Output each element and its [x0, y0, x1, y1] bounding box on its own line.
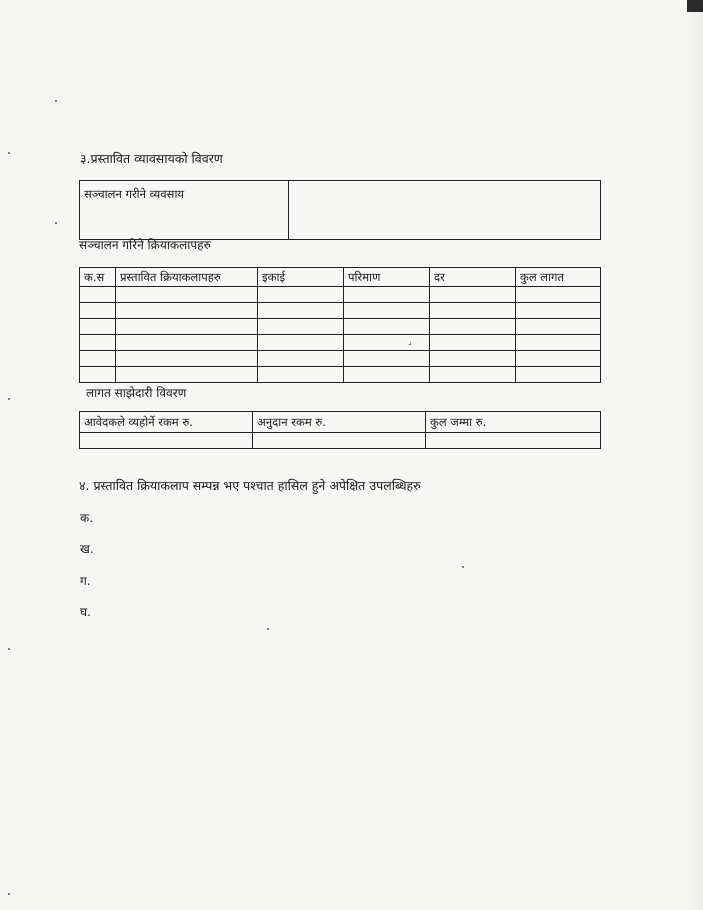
table-cell[interactable] — [258, 335, 344, 351]
col-total-cost: कुल लागत — [516, 268, 601, 287]
table-cell[interactable] — [430, 351, 516, 367]
table-cell[interactable] — [80, 287, 116, 303]
table-cell[interactable] — [344, 287, 430, 303]
activities-heading: सञ्चालन गरिने क्रियाकलापहरु — [79, 238, 211, 252]
col-serial: क.स — [80, 268, 116, 287]
total-amount-cell[interactable] — [426, 433, 601, 449]
table-cell[interactable] — [516, 303, 601, 319]
cost-sharing-table — [79, 411, 601, 449]
table-cell[interactable] — [430, 287, 516, 303]
table-cell[interactable] — [258, 303, 344, 319]
table-row — [80, 351, 601, 367]
activities-header-row — [80, 268, 601, 287]
pen-mark: ⌟ — [408, 337, 412, 346]
table-cell[interactable] — [258, 287, 344, 303]
scan-speck — [8, 398, 10, 400]
business-value-cell[interactable] — [289, 181, 601, 240]
scan-speck — [8, 648, 10, 650]
page-edge-shadow — [685, 0, 703, 910]
scan-speck — [8, 152, 10, 154]
table-cell[interactable] — [344, 367, 430, 383]
table-cell[interactable] — [430, 303, 516, 319]
table-row — [80, 303, 601, 319]
table-row — [80, 367, 601, 383]
table-cell[interactable] — [80, 351, 116, 367]
table-cell[interactable] — [80, 303, 116, 319]
table-cell[interactable] — [116, 367, 258, 383]
table-cell[interactable] — [516, 287, 601, 303]
cost-sharing-heading: लागत साझेदारी विवरण — [86, 386, 187, 400]
col-rate: दर — [430, 268, 516, 287]
section3-heading: ३.प्रस्तावित व्यावसायको विवरण — [80, 151, 223, 166]
table-row — [80, 335, 601, 351]
table-cell[interactable] — [430, 367, 516, 383]
scan-speck — [462, 566, 464, 568]
applicant-amount-cell[interactable] — [80, 433, 253, 449]
col-quantity: परिमाण — [344, 268, 430, 287]
col-applicant-amount: आवेदकले व्यहोर्ने रकम रु. — [80, 412, 253, 433]
section4-heading: ४. प्रस्तावित क्रियाकलाप सम्पन्न भए पश्चात हासिल हुने अपेक्षित उपलब्धिहरु — [79, 478, 421, 493]
table-cell[interactable] — [116, 303, 258, 319]
scan-speck — [55, 100, 57, 102]
table-cell[interactable] — [430, 319, 516, 335]
table-cell[interactable] — [116, 351, 258, 367]
scan-speck — [8, 893, 10, 895]
business-label-cell: सञ्चालन गरीने व्यवसाय — [80, 181, 289, 240]
table-row — [80, 287, 601, 303]
table-cell[interactable] — [80, 335, 116, 351]
scan-speck — [267, 628, 269, 630]
table-cell[interactable] — [516, 319, 601, 335]
table-cell[interactable] — [258, 351, 344, 367]
list-item-ga: ग. — [80, 574, 91, 588]
table-cell[interactable] — [80, 367, 116, 383]
col-unit: इकाई — [258, 268, 344, 287]
list-item-gha: घ. — [80, 605, 91, 619]
scan-corner-mark — [687, 0, 703, 12]
table-row — [80, 319, 601, 335]
table-cell[interactable] — [258, 367, 344, 383]
table-cell[interactable] — [116, 319, 258, 335]
table-cell[interactable] — [344, 351, 430, 367]
col-proposed-activities: प्रस्तावित क्रियाकलापहरु — [116, 268, 258, 287]
col-total-amount: कुल जम्मा रु. — [426, 412, 601, 433]
table-row — [80, 433, 601, 449]
grant-amount-cell[interactable] — [253, 433, 426, 449]
table-cell[interactable] — [516, 367, 601, 383]
table-cell[interactable] — [80, 319, 116, 335]
table-cell[interactable] — [344, 319, 430, 335]
activities-table — [79, 267, 601, 383]
col-grant-amount: अनुदान रकम रु. — [253, 412, 426, 433]
list-item-kha: ख. — [80, 542, 94, 556]
list-item-ka: क. — [80, 511, 94, 525]
scan-speck — [55, 222, 57, 224]
table-cell[interactable] — [344, 303, 430, 319]
table-cell[interactable] — [116, 287, 258, 303]
business-table — [79, 180, 601, 240]
table-cell[interactable] — [430, 335, 516, 351]
table-cell[interactable] — [258, 319, 344, 335]
table-cell[interactable] — [516, 351, 601, 367]
table-cell[interactable] — [344, 335, 430, 351]
table-cell[interactable] — [116, 335, 258, 351]
cost-header-row — [80, 412, 601, 433]
table-cell[interactable] — [516, 335, 601, 351]
